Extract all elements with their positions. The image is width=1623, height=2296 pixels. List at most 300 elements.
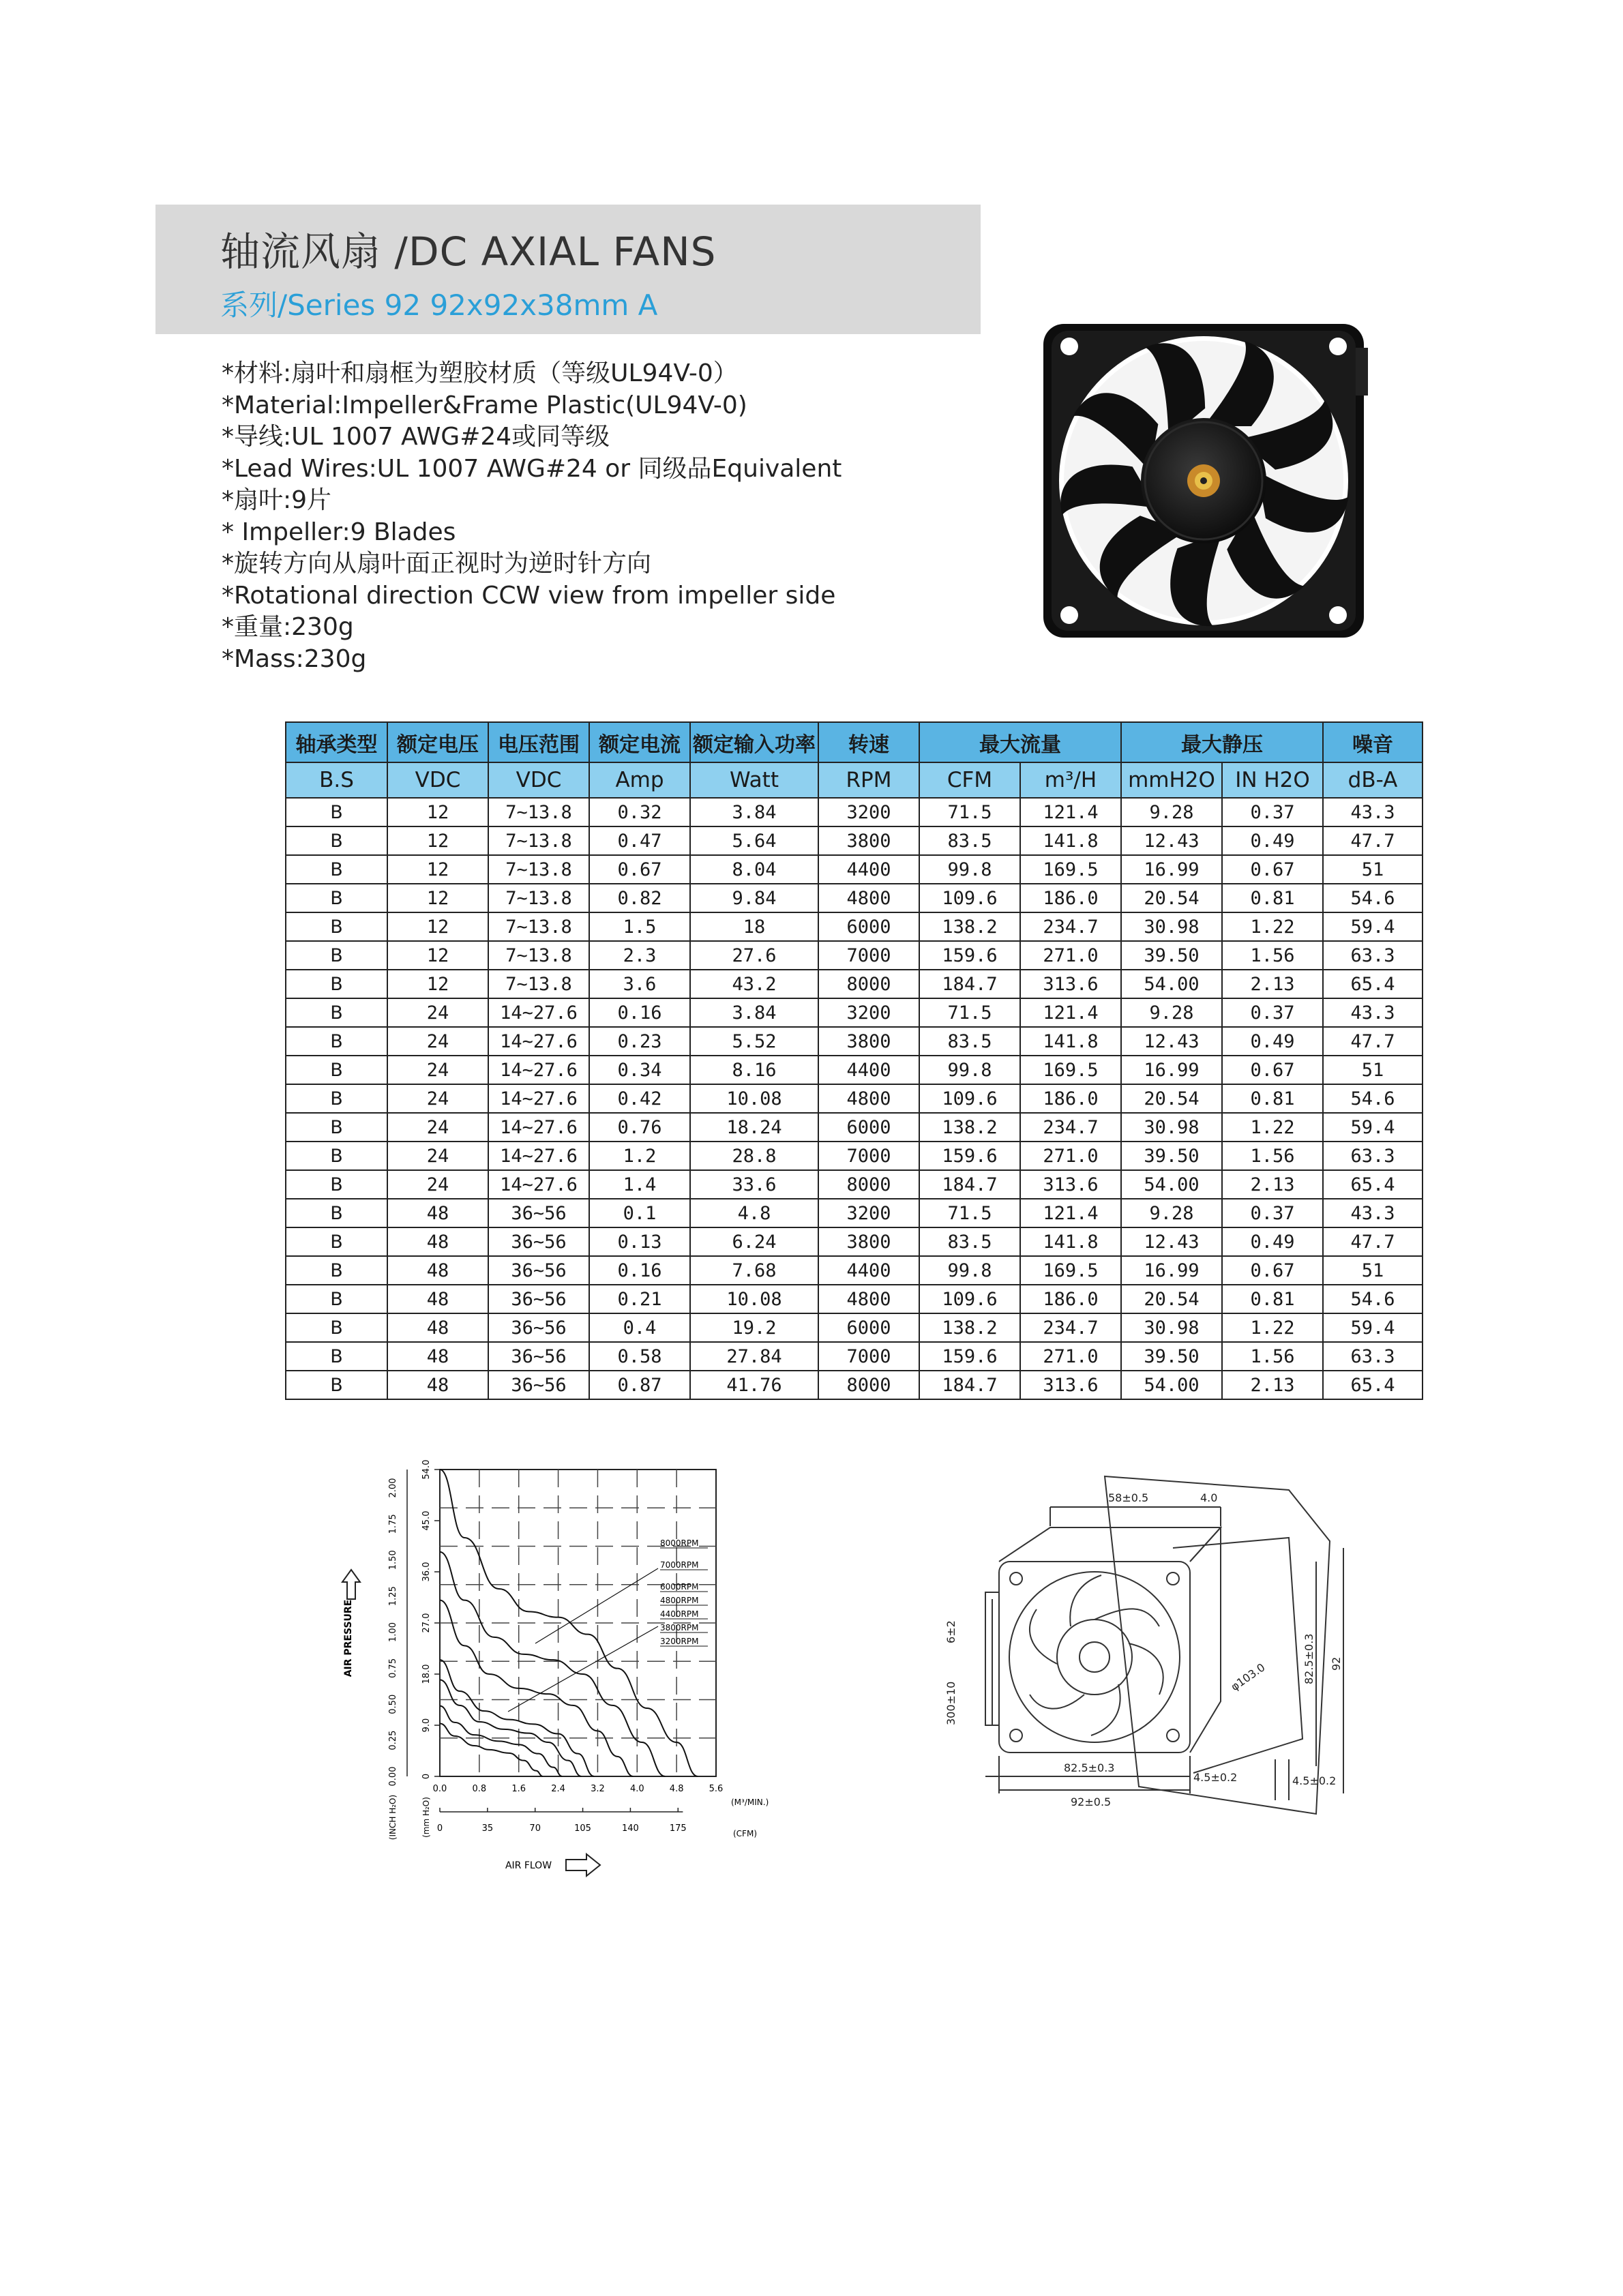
table-cell: 59.4	[1323, 912, 1423, 941]
table-cell: 39.50	[1121, 941, 1222, 970]
table-cell: 65.4	[1323, 970, 1423, 998]
table-cell: 41.76	[690, 1371, 818, 1399]
table-cell: 24	[387, 1084, 488, 1113]
table-cell: 159.6	[919, 1342, 1020, 1371]
col-header: 额定电流	[589, 722, 690, 762]
col-header: 最大流量	[919, 722, 1121, 762]
table-cell: 1.2	[589, 1142, 690, 1170]
table-cell: 186.0	[1020, 884, 1121, 912]
table-cell: 2.13	[1222, 970, 1323, 998]
table-cell: 1.22	[1222, 1313, 1323, 1342]
table-cell: 48	[387, 1256, 488, 1285]
table-cell: 10.08	[690, 1285, 818, 1313]
table-cell: 8.04	[690, 855, 818, 884]
fan-product-image	[1037, 320, 1378, 641]
table-cell: 18	[690, 912, 818, 941]
y-tick-label-inch: 1.75	[388, 1514, 398, 1534]
table-row	[286, 1342, 1423, 1371]
dim-label: 92	[1330, 1656, 1343, 1671]
table-cell: 7~13.8	[488, 884, 589, 912]
table-row	[286, 941, 1423, 970]
table-cell: 0.58	[589, 1342, 690, 1371]
table-cell: 30.98	[1121, 912, 1222, 941]
table-cell: 8000	[818, 1371, 919, 1399]
table-cell: 0.82	[589, 884, 690, 912]
unit-header: m³/H	[1020, 762, 1121, 798]
table-cell: 3800	[818, 826, 919, 855]
table-cell: 1.4	[589, 1170, 690, 1199]
table-cell: 141.8	[1020, 1027, 1121, 1056]
table-cell: 3.6	[589, 970, 690, 998]
x-tick-label-cfm: 35	[481, 1823, 494, 1834]
series-curve	[440, 1724, 543, 1777]
table-cell: B	[286, 1170, 387, 1199]
table-cell: 20.54	[1121, 1084, 1222, 1113]
table-cell: 24	[387, 1142, 488, 1170]
table-cell: B	[286, 970, 387, 998]
y-tick-label: 18.0	[421, 1664, 432, 1684]
table-cell: 121.4	[1020, 998, 1121, 1027]
table-cell: 3200	[818, 1199, 919, 1227]
series-label: 4800RPM	[660, 1596, 699, 1605]
table-cell: 0.34	[589, 1056, 690, 1084]
table-cell: 1.22	[1222, 1113, 1323, 1142]
table-cell: 2.13	[1222, 1371, 1323, 1399]
table-cell: 43.3	[1323, 798, 1423, 826]
table-row	[286, 798, 1423, 826]
table-cell: 20.54	[1121, 1285, 1222, 1313]
table-cell: B	[286, 1371, 387, 1399]
up-arrow-icon	[342, 1570, 360, 1599]
table-cell: 71.5	[919, 1199, 1020, 1227]
hub-circle	[1057, 1620, 1132, 1695]
table-cell: 1.56	[1222, 941, 1323, 970]
table-cell: 184.7	[919, 970, 1020, 998]
table-cell: 24	[387, 998, 488, 1027]
table-cell: 48	[387, 1313, 488, 1342]
dim-label: 4.5±0.2	[1193, 1771, 1238, 1784]
table-row	[286, 1313, 1423, 1342]
table-cell: 9.28	[1121, 798, 1222, 826]
y-axis-title: AIR PRESSURE	[343, 1599, 354, 1678]
right-arrow-icon	[566, 1854, 600, 1876]
unit-header: IN H2O	[1222, 762, 1323, 798]
table-cell: B	[286, 1056, 387, 1084]
table-cell: 7~13.8	[488, 941, 589, 970]
table-cell: 7000	[818, 941, 919, 970]
table-row	[286, 1056, 1423, 1084]
table-cell: 1.56	[1222, 1142, 1323, 1170]
table-cell: 1.22	[1222, 912, 1323, 941]
table-cell: 159.6	[919, 941, 1020, 970]
col-header: 噪音	[1323, 722, 1423, 762]
table-cell: 36~56	[488, 1227, 589, 1256]
table-cell: 28.8	[690, 1142, 818, 1170]
y-tick-label-inch: 0.75	[388, 1658, 398, 1678]
series-curve	[440, 1552, 666, 1776]
table-cell: 99.8	[919, 855, 1020, 884]
table-cell: 109.6	[919, 1285, 1020, 1313]
series-label: 4400RPM	[660, 1609, 699, 1619]
table-cell: 65.4	[1323, 1170, 1423, 1199]
table-cell: 1.56	[1222, 1342, 1323, 1371]
dim-label: 82.5±0.3	[1302, 1633, 1315, 1684]
table-cell: 43.2	[690, 970, 818, 998]
table-cell: 4400	[818, 855, 919, 884]
table-cell: 4800	[818, 1285, 919, 1313]
table-cell: 0.49	[1222, 826, 1323, 855]
table-cell: 4800	[818, 1084, 919, 1113]
table-cell: 19.2	[690, 1313, 818, 1342]
table-cell: 4400	[818, 1056, 919, 1084]
header-band	[155, 205, 981, 334]
table-cell: 0.67	[1222, 855, 1323, 884]
x-unit-cfm: (CFM)	[733, 1829, 757, 1838]
y-tick-label: 45.0	[421, 1510, 432, 1531]
unit-header: Watt	[690, 762, 818, 798]
table-cell: B	[286, 1342, 387, 1371]
table-cell: 138.2	[919, 1313, 1020, 1342]
table-cell: 5.64	[690, 826, 818, 855]
table-cell: 30.98	[1121, 1313, 1222, 1342]
table-cell: 0.81	[1222, 1084, 1323, 1113]
dim-label: 82.5±0.3	[1064, 1761, 1115, 1774]
unit-header: CFM	[919, 762, 1020, 798]
y-tick-label-inch: 0.00	[388, 1766, 398, 1787]
table-cell: 0.37	[1222, 1199, 1323, 1227]
table-cell: 271.0	[1020, 1342, 1121, 1371]
table-cell: 159.6	[919, 1142, 1020, 1170]
table-cell: 0.67	[1222, 1256, 1323, 1285]
table-cell: 14~27.6	[488, 1084, 589, 1113]
table-cell: B	[286, 798, 387, 826]
table-cell: 54.6	[1323, 884, 1423, 912]
label-leader	[535, 1568, 658, 1643]
dim-label: φ103.0	[1228, 1660, 1268, 1694]
table-cell: 51	[1323, 855, 1423, 884]
table-cell: 6000	[818, 1313, 919, 1342]
table-cell: 121.4	[1020, 1199, 1121, 1227]
table-cell: 271.0	[1020, 1142, 1121, 1170]
table-cell: 63.3	[1323, 1342, 1423, 1371]
table-cell: 12	[387, 941, 488, 970]
x-tick-label: 0.8	[472, 1784, 487, 1794]
table-row	[286, 1227, 1423, 1256]
table-row	[286, 1084, 1423, 1113]
spec-line: *材料:扇叶和扇框为塑胶材质（等级UL94V-0）	[222, 359, 738, 387]
table-cell: B	[286, 1084, 387, 1113]
table-header-cn	[286, 722, 1423, 762]
table-cell: B	[286, 912, 387, 941]
table-cell: 271.0	[1020, 941, 1121, 970]
table-cell: 0.49	[1222, 1227, 1323, 1256]
x-axis-title: AIR FLOW	[505, 1860, 552, 1871]
col-header: 转速	[818, 722, 919, 762]
table-cell: 39.50	[1121, 1342, 1222, 1371]
table-cell: 48	[387, 1285, 488, 1313]
table-cell: 16.99	[1121, 1256, 1222, 1285]
spec-line: *重量:230g	[222, 613, 354, 641]
table-cell: 3800	[818, 1027, 919, 1056]
table-cell: B	[286, 826, 387, 855]
table-cell: 0.37	[1222, 998, 1323, 1027]
series-label: 3200RPM	[660, 1637, 699, 1646]
table-cell: 33.6	[690, 1170, 818, 1199]
table-cell: 7~13.8	[488, 912, 589, 941]
table-cell: 184.7	[919, 1371, 1020, 1399]
y-tick-label: 0	[421, 1773, 432, 1780]
y-unit-mm: (mm H₂O)	[421, 1797, 431, 1838]
table-cell: 48	[387, 1199, 488, 1227]
table-cell: 99.8	[919, 1256, 1020, 1285]
table-cell: B	[286, 1113, 387, 1142]
table-row	[286, 912, 1423, 941]
table-cell: 109.6	[919, 1084, 1020, 1113]
table-cell: 14~27.6	[488, 1056, 589, 1084]
table-cell: 4.8	[690, 1199, 818, 1227]
dim-label: 4.0	[1200, 1491, 1218, 1504]
table-cell: 0.87	[589, 1371, 690, 1399]
dim-label: 4.5±0.2	[1292, 1774, 1337, 1787]
y-tick-label: 27.0	[421, 1613, 432, 1633]
table-cell: B	[286, 855, 387, 884]
table-cell: 9.28	[1121, 1199, 1222, 1227]
dim-label: 6±2	[944, 1620, 957, 1643]
table-cell: 3200	[818, 998, 919, 1027]
table-cell: 0.47	[589, 826, 690, 855]
spec-line: *Material:Impeller&Frame Plastic(UL94V-0)	[222, 391, 747, 419]
dim-label: 92±0.5	[1071, 1795, 1112, 1808]
table-cell: 1.5	[589, 912, 690, 941]
table-cell: 3.84	[690, 798, 818, 826]
series-label: 8000RPM	[660, 1538, 699, 1548]
table-cell: 43.3	[1323, 998, 1423, 1027]
table-cell: 141.8	[1020, 1227, 1121, 1256]
table-cell: 14~27.6	[488, 1027, 589, 1056]
table-cell: 3.84	[690, 998, 818, 1027]
table-cell: 10.08	[690, 1084, 818, 1113]
x-tick-label: 1.6	[511, 1784, 526, 1794]
table-row	[286, 826, 1423, 855]
table-cell: B	[286, 1256, 387, 1285]
table-cell: 59.4	[1323, 1313, 1423, 1342]
table-cell: 12	[387, 884, 488, 912]
dim-label: 58±0.5	[1108, 1491, 1149, 1504]
table-row	[286, 1199, 1423, 1227]
unit-header: Amp	[589, 762, 690, 798]
table-cell: 234.7	[1020, 1313, 1121, 1342]
spec-line: *Rotational direction CCW view from impeller side	[222, 581, 836, 610]
table-cell: B	[286, 998, 387, 1027]
table-cell: B	[286, 1199, 387, 1227]
table-cell: 7000	[818, 1342, 919, 1371]
y-tick-label-inch: 0.50	[388, 1694, 398, 1714]
label-leader	[508, 1626, 658, 1712]
table-cell: 14~27.6	[488, 1142, 589, 1170]
table-cell: 48	[387, 1227, 488, 1256]
table-cell: 99.8	[919, 1056, 1020, 1084]
table-cell: 47.7	[1323, 1227, 1423, 1256]
table-cell: 63.3	[1323, 941, 1423, 970]
table-cell: B	[286, 1027, 387, 1056]
table-cell: 2.3	[589, 941, 690, 970]
table-cell: 313.6	[1020, 970, 1121, 998]
col-header: 额定输入功率	[690, 722, 818, 762]
series-label: 3800RPM	[660, 1623, 699, 1632]
table-cell: 30.98	[1121, 1113, 1222, 1142]
col-header: 轴承类型	[286, 722, 387, 762]
table-row	[286, 1371, 1423, 1399]
table-cell: 36~56	[488, 1199, 589, 1227]
x-unit-m3: (M³/MIN.)	[731, 1798, 769, 1807]
spec-line: *旋转方向从扇叶面正视时为逆时针方向	[222, 550, 652, 578]
table-cell: 27.84	[690, 1342, 818, 1371]
table-cell: 0.81	[1222, 884, 1323, 912]
spec-line: *Lead Wires:UL 1007 AWG#24 or 同级品Equivalent	[222, 454, 842, 483]
unit-header: VDC	[488, 762, 589, 798]
table-cell: 0.81	[1222, 1285, 1323, 1313]
table-cell: 20.54	[1121, 884, 1222, 912]
table-row	[286, 884, 1423, 912]
y-tick-label: 9.0	[421, 1718, 432, 1733]
table-cell: 184.7	[919, 1170, 1020, 1199]
table-cell: B	[286, 1285, 387, 1313]
table-cell: 14~27.6	[488, 1113, 589, 1142]
table-cell: 6000	[818, 912, 919, 941]
unit-header: B.S	[286, 762, 387, 798]
table-cell: 7~13.8	[488, 970, 589, 998]
series-label: 7000RPM	[660, 1560, 699, 1570]
table-cell: 83.5	[919, 1227, 1020, 1256]
table-cell: 121.4	[1020, 798, 1121, 826]
table-cell: 138.2	[919, 1113, 1020, 1142]
impeller-circle	[1009, 1572, 1180, 1742]
table-cell: 0.23	[589, 1027, 690, 1056]
table-cell: 8000	[818, 1170, 919, 1199]
table-cell: 138.2	[919, 912, 1020, 941]
table-row	[286, 1113, 1423, 1142]
table-cell: 36~56	[488, 1342, 589, 1371]
table-cell: 59.4	[1323, 1113, 1423, 1142]
table-cell: 71.5	[919, 798, 1020, 826]
x-tick-label-cfm: 175	[669, 1823, 687, 1834]
unit-header: VDC	[387, 762, 488, 798]
table-cell: 5.52	[690, 1027, 818, 1056]
table-row	[286, 1285, 1423, 1313]
table-cell: 7~13.8	[488, 855, 589, 884]
table-cell: 7000	[818, 1142, 919, 1170]
table-cell: 3200	[818, 798, 919, 826]
table-cell: 0.37	[1222, 798, 1323, 826]
table-cell: 36~56	[488, 1285, 589, 1313]
table-header-units	[286, 762, 1423, 798]
table-row	[286, 1256, 1423, 1285]
table-cell: 12	[387, 855, 488, 884]
table-cell: 65.4	[1323, 1371, 1423, 1399]
table-cell: 36~56	[488, 1371, 589, 1399]
table-cell: 2.13	[1222, 1170, 1323, 1199]
x-tick-label: 2.4	[551, 1784, 565, 1794]
fan-front-face	[999, 1562, 1190, 1753]
table-cell: 14~27.6	[488, 1170, 589, 1199]
table-cell: 9.84	[690, 884, 818, 912]
table-cell: 169.5	[1020, 855, 1121, 884]
table-cell: 313.6	[1020, 1371, 1121, 1399]
series-curve	[440, 1680, 582, 1776]
x-tick-label: 0.0	[432, 1784, 447, 1794]
table-cell: 0.21	[589, 1285, 690, 1313]
table-row	[286, 1170, 1423, 1199]
x-tick-label: 4.8	[669, 1784, 684, 1794]
series-curve	[440, 1660, 594, 1776]
y-tick-label-inch: 1.25	[388, 1586, 398, 1607]
table-cell: 0.32	[589, 798, 690, 826]
table-cell: 169.5	[1020, 1256, 1121, 1285]
table-cell: 24	[387, 1170, 488, 1199]
table-cell: 169.5	[1020, 1056, 1121, 1084]
table-cell: 12.43	[1121, 1027, 1222, 1056]
table-cell: 51	[1323, 1256, 1423, 1285]
table-cell: 186.0	[1020, 1285, 1121, 1313]
table-cell: B	[286, 884, 387, 912]
table-cell: 48	[387, 1342, 488, 1371]
table-cell: 6000	[818, 1113, 919, 1142]
table-cell: 8000	[818, 970, 919, 998]
dimension-drawing	[934, 1466, 1371, 1862]
table-cell: 6.24	[690, 1227, 818, 1256]
spec-line: *导线:UL 1007 AWG#24或同等级	[222, 423, 610, 451]
spec-line: *Mass:230g	[222, 644, 367, 673]
table-cell: 43.3	[1323, 1199, 1423, 1227]
dim-label: 300±10	[944, 1681, 957, 1725]
table-cell: 0.1	[589, 1199, 690, 1227]
table-cell: 16.99	[1121, 855, 1222, 884]
table-row	[286, 1142, 1423, 1170]
table-cell: 4400	[818, 1256, 919, 1285]
y-tick-label: 54.0	[421, 1459, 432, 1480]
unit-header: dB-A	[1323, 762, 1423, 798]
table-cell: 0.16	[589, 998, 690, 1027]
table-cell: 0.13	[589, 1227, 690, 1256]
table-cell: 0.42	[589, 1084, 690, 1113]
table-cell: 7~13.8	[488, 798, 589, 826]
x-tick-label-cfm: 105	[574, 1823, 591, 1834]
table-cell: 12	[387, 798, 488, 826]
series-label: 6000RPM	[660, 1582, 699, 1592]
y-tick-label-inch: 1.50	[388, 1550, 398, 1570]
y-tick-label-inch: 2.00	[388, 1478, 398, 1498]
table-cell: 4800	[818, 884, 919, 912]
y-tick-label-inch: 0.25	[388, 1730, 398, 1750]
table-body	[286, 798, 1423, 1399]
table-cell: B	[286, 1227, 387, 1256]
table-cell: 12.43	[1121, 826, 1222, 855]
page-title: 轴流风扇 /DC AXIAL FANS	[220, 228, 717, 275]
col-header: 电压范围	[488, 722, 589, 762]
table-cell: 0.67	[589, 855, 690, 884]
table-cell: 313.6	[1020, 1170, 1121, 1199]
table-cell: 234.7	[1020, 912, 1121, 941]
table-cell: 47.7	[1323, 1027, 1423, 1056]
table-cell: B	[286, 941, 387, 970]
table-cell: 54.6	[1323, 1084, 1423, 1113]
table-cell: 83.5	[919, 1027, 1020, 1056]
y-tick-label-inch: 1.00	[388, 1622, 398, 1642]
table-cell: 0.4	[589, 1313, 690, 1342]
table-cell: 12.43	[1121, 1227, 1222, 1256]
spec-line: *扇叶:9片	[222, 486, 332, 514]
x-tick-label: 3.2	[591, 1784, 605, 1794]
